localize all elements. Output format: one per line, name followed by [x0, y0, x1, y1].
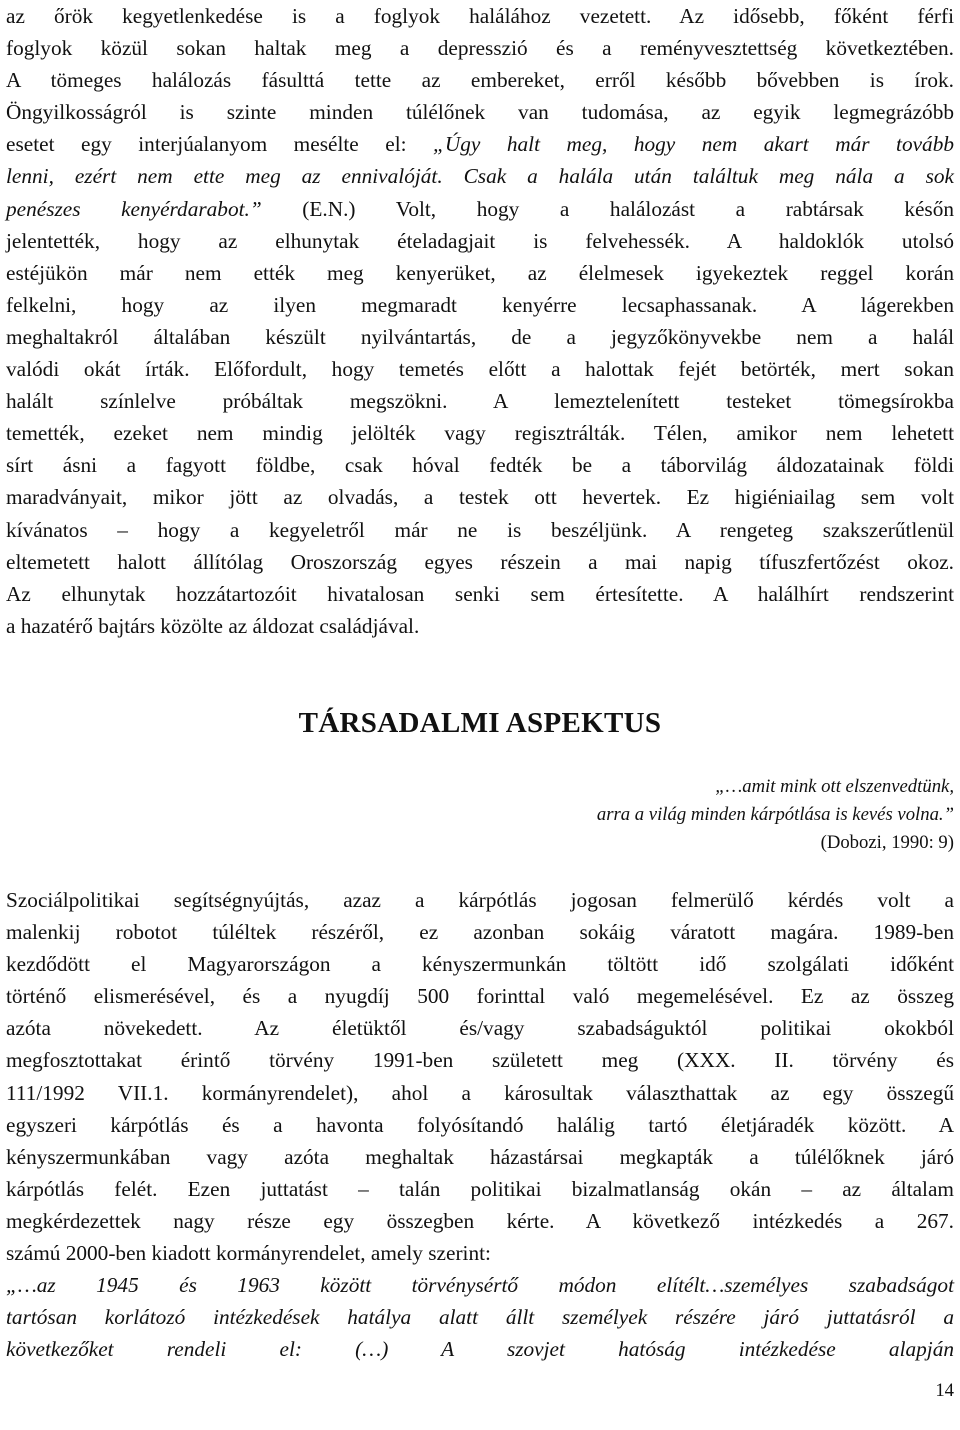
text-line [6, 546, 954, 578]
quote-text: „Úgy halt meg, hogy nem akart már tovább [433, 132, 954, 157]
line-segment: eltemetett halott állítólag Oroszország egyes részein a mai napig tífuszfertőzést okoz. [6, 549, 954, 574]
line-segment: foglyok közül sokan haltak meg a depresszió és a reményvesztettség következtében. [6, 36, 954, 61]
text-line [6, 610, 954, 642]
text-line [6, 948, 954, 980]
line-segment: Szociálpolitikai segítségnyújtás, azaz a kárpótlás jogosan felmerülő kérdés volt a [6, 888, 954, 912]
text-line [6, 1173, 954, 1205]
line-segment: kárpótlás felét. Ezen juttatást – talán politikai bizalmatlanság okán – az általam [6, 1176, 954, 1201]
section-heading: TÁRSADALMI ASPEKTUS [298, 707, 662, 739]
text-line [6, 225, 954, 257]
body-paragraph-1 [6, 0, 954, 642]
line-segment: történő elismerésével, és a nyugdíj 500 forinttal való megemelésével. Ez az összeg [6, 984, 954, 1009]
text-line [6, 160, 954, 192]
line-segment: megkérdezettek nagy része egy összegben kérte. A következő intézkedés a 267. [6, 1208, 954, 1233]
text-line [6, 514, 954, 546]
text-line [6, 1333, 954, 1365]
text-line [6, 32, 954, 64]
text-line [6, 1077, 954, 1109]
text-line [6, 980, 954, 1012]
line-segment: esetet egy interjúalanyom mesélte el: [6, 132, 434, 157]
line-segment: meghaltakról általában készült nyilvántartás, de a jegyzőkönyvekbe nem a halál [6, 324, 954, 349]
line-segment: kényszermunkában vagy azóta meghaltak házastársai megkapták a túlélőknek járó [6, 1144, 954, 1169]
text-line [6, 289, 954, 321]
line-segment: kívánatos – hogy a kegyeletről már ne is beszéljünk. A rengeteg szakszerűtlenül [6, 517, 954, 542]
text-line [6, 916, 954, 948]
line-segment: Az elhunytak hozzátartozóit hivatalosan senki sem értesítette. A halálhírt rendszerint [6, 581, 954, 606]
line-segment: felkelni, hogy az ilyen megmaradt kenyérre lecsaphassanak. A lágerekben [6, 292, 954, 317]
quote-text: penészes kenyérdarabot.” [6, 196, 262, 221]
quote-text: következőket rendeli el: (…) A szovjet hatóság intézkedése alapján [6, 1337, 954, 1362]
text-line [6, 578, 954, 610]
epigraph [597, 773, 954, 857]
text-line [6, 193, 954, 225]
text-line [6, 481, 954, 513]
body-paragraph-2 [6, 884, 954, 1365]
quote-text: tartósan korlátozó intézkedések hatálya alatt állt személyek részére járó juttatásról a [6, 1305, 954, 1330]
text-line [6, 1044, 954, 1076]
line-segment: kezdődött el Magyarországon a kényszermunkán töltött idő szolgálati időként [6, 952, 954, 977]
line-segment: estéjükön már nem ették meg kenyerüket, az élelmesek igyekeztek reggel korán [6, 260, 954, 285]
line-segment: a hazatérő bajtárs közölte az áldozat családjával. [6, 613, 420, 638]
text-line [6, 64, 954, 96]
line-segment: valódi okát írták. Előfordult, hogy temetés előtt a halottak fejét betörték, mert sokan [6, 357, 954, 382]
text-line [6, 96, 954, 128]
line-segment: (E.N.) Volt, hogy a halálozást a rabtársak későn [261, 196, 955, 221]
text-line [6, 1237, 954, 1269]
line-segment: megfosztottakat érintő törvény 1991-ben született meg (XXX. II. törvény és [6, 1048, 954, 1073]
line-segment: azóta növekedett. Az életüktől és/vagy szabadságuktól politikai okokból [6, 1016, 954, 1041]
epigraph-line-2: arra a világ minden kárpótlása is kevés volna.” [596, 804, 954, 825]
line-segment: sírt ásni a fagyott földbe, csak hóval fedték be a táborvilág áldozatainak földi [6, 453, 954, 478]
epigraph-source: (Dobozi, 1990: 9) [820, 832, 954, 853]
line-segment: számú 2000-ben kiadott kormányrendelet, amely szerint: [6, 1241, 491, 1266]
text-line [6, 128, 954, 160]
text-line [6, 385, 954, 417]
text-line [6, 1205, 954, 1237]
text-line [6, 449, 954, 481]
text-line [6, 1109, 954, 1141]
epigraph-line-1: „…amit mink ott elszenvedtünk, [715, 776, 954, 797]
line-segment: A tömeges halálozás fásulttá tette az embereket, erről később bővebben is írok. [6, 68, 954, 93]
quote-text: lenni, ezért nem ette meg az ennivalóját. Csak a halála után találtuk meg nála a sok [6, 164, 954, 189]
text-line [6, 1141, 954, 1173]
line-segment: maradványait, mikor jött az olvadás, a testek ott hevertek. Ez higiéniailag sem volt [6, 485, 954, 510]
line-segment: az őrök kegyetlenkedése is a foglyok halálához vezetett. Az idősebb, főként férfi [6, 4, 954, 28]
text-line [6, 884, 954, 916]
text-line [6, 0, 954, 32]
line-segment: egyszeri kárpótlás és a havonta folyósítandó halálig tartó életjáradék között. A [6, 1112, 954, 1137]
line-segment: jelentették, hogy az elhunytak ételadagjait is felvehessék. A haldoklók utolsó [6, 228, 954, 253]
line-segment: Öngyilkosságról is szinte minden túlélőnek van tudomása, az egyik legmegrázóbb [6, 100, 954, 125]
line-segment: 111/1992 VII.1. kormányrendelet), ahol a károsultak választhattak az egy összegű [6, 1080, 954, 1105]
text-line [6, 1012, 954, 1044]
line-segment: temették, ezeket nem mindig jelölték vagy regisztrálták. Télen, amikor nem lehetett [6, 421, 954, 446]
line-segment: malenkij robotot túléltek részéről, ez azonban sokáig váratott magára. 1989-ben [6, 920, 954, 945]
page-number: 14 [935, 1380, 954, 1401]
line-segment: halált színlelve próbáltak megszökni. A lemeztelenített testeket tömegsírokba [6, 389, 954, 414]
text-line [6, 1301, 954, 1333]
text-line [6, 353, 954, 385]
text-line [6, 257, 954, 289]
text-line [6, 417, 954, 449]
text-line [6, 1269, 954, 1301]
quote-text: „…az 1945 és 1963 között törvénysértő módon elítélt…személyes szabadságot [6, 1273, 954, 1298]
text-line [6, 321, 954, 353]
